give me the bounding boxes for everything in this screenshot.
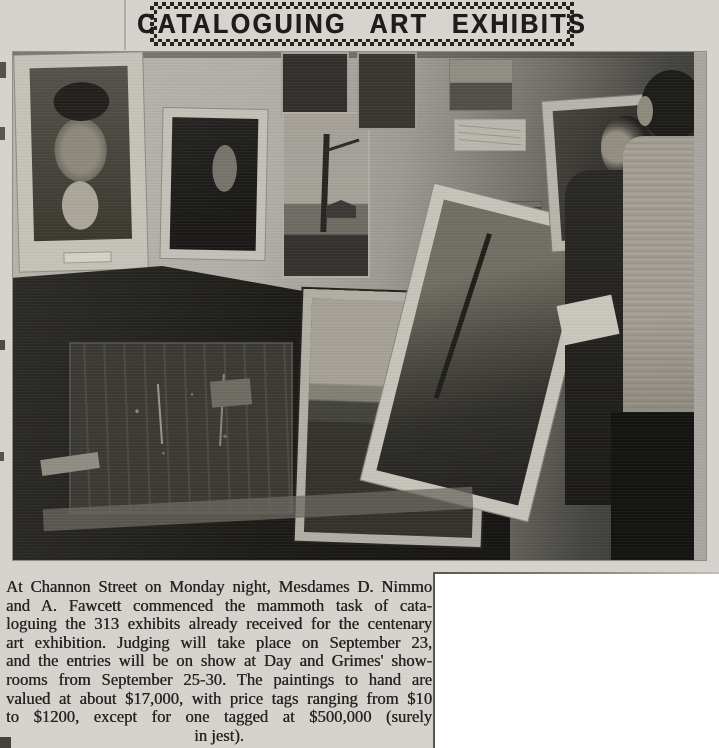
portrait-painting-image xyxy=(30,66,132,242)
paper-crease xyxy=(124,0,126,50)
exhibition-photo xyxy=(13,52,706,560)
headline-inner-panel xyxy=(136,7,588,40)
headline-title: CATALOGUING ART EXHIBITS xyxy=(136,7,588,40)
price-tag-2 xyxy=(210,378,252,407)
caption-line-3: loguing the 313 exhibits already received for the centenary xyxy=(6,614,432,634)
caption-line-2: and A. Fawcett commenced the mammoth task of cata- xyxy=(6,595,432,615)
held-painting-tree xyxy=(433,233,491,399)
caption-line-9: in jest). xyxy=(194,725,244,745)
portrait-painting xyxy=(14,52,148,271)
ink-speck-4 xyxy=(0,452,4,461)
caption-line-4: art exhibition. Judging will take place on September 23, xyxy=(6,632,432,652)
caption-line-6: rooms from September 25-30. The paintings to hand are xyxy=(6,669,432,689)
boat-mast xyxy=(157,384,163,444)
sketch-strokes xyxy=(459,124,521,146)
small-landscape-painting xyxy=(449,59,513,111)
faint-sketch xyxy=(454,119,526,151)
bottom-left-ink-mark xyxy=(0,737,11,748)
boats-seascape-painting xyxy=(71,344,291,512)
caption-line-5: and the entries will be on show at Day and Grimes' show- xyxy=(6,651,432,671)
woman-right-skirt xyxy=(611,412,706,560)
blank-white-area xyxy=(433,572,719,748)
photo-right-edge-strip xyxy=(694,52,706,560)
caption-line-8: to $1200, except for one tagged at $500,000 (surely xyxy=(6,707,432,727)
abstract-painting xyxy=(160,108,267,260)
house-silhouette xyxy=(326,200,356,218)
dark-painting-top-center xyxy=(357,52,417,130)
caption-line-1: At Channon Street on Monday night, Mesdames D. Nimmo xyxy=(6,577,432,596)
ink-speck-2 xyxy=(0,127,5,140)
tree-branch xyxy=(324,139,359,153)
tree-landscape-painting xyxy=(282,112,370,278)
caption-block xyxy=(6,578,432,745)
blank-area-top-border xyxy=(435,572,719,574)
abstract-painting-image xyxy=(170,117,259,251)
ink-speck-3 xyxy=(0,340,5,350)
woman-right-face xyxy=(637,96,653,126)
portrait-label-tag xyxy=(63,251,111,263)
ink-speck xyxy=(0,62,6,78)
caption-line-7: valued at about $17,000, with price tags ranging from $10 xyxy=(6,688,432,708)
dark-painting-top xyxy=(281,52,349,118)
headline-box xyxy=(136,2,588,46)
